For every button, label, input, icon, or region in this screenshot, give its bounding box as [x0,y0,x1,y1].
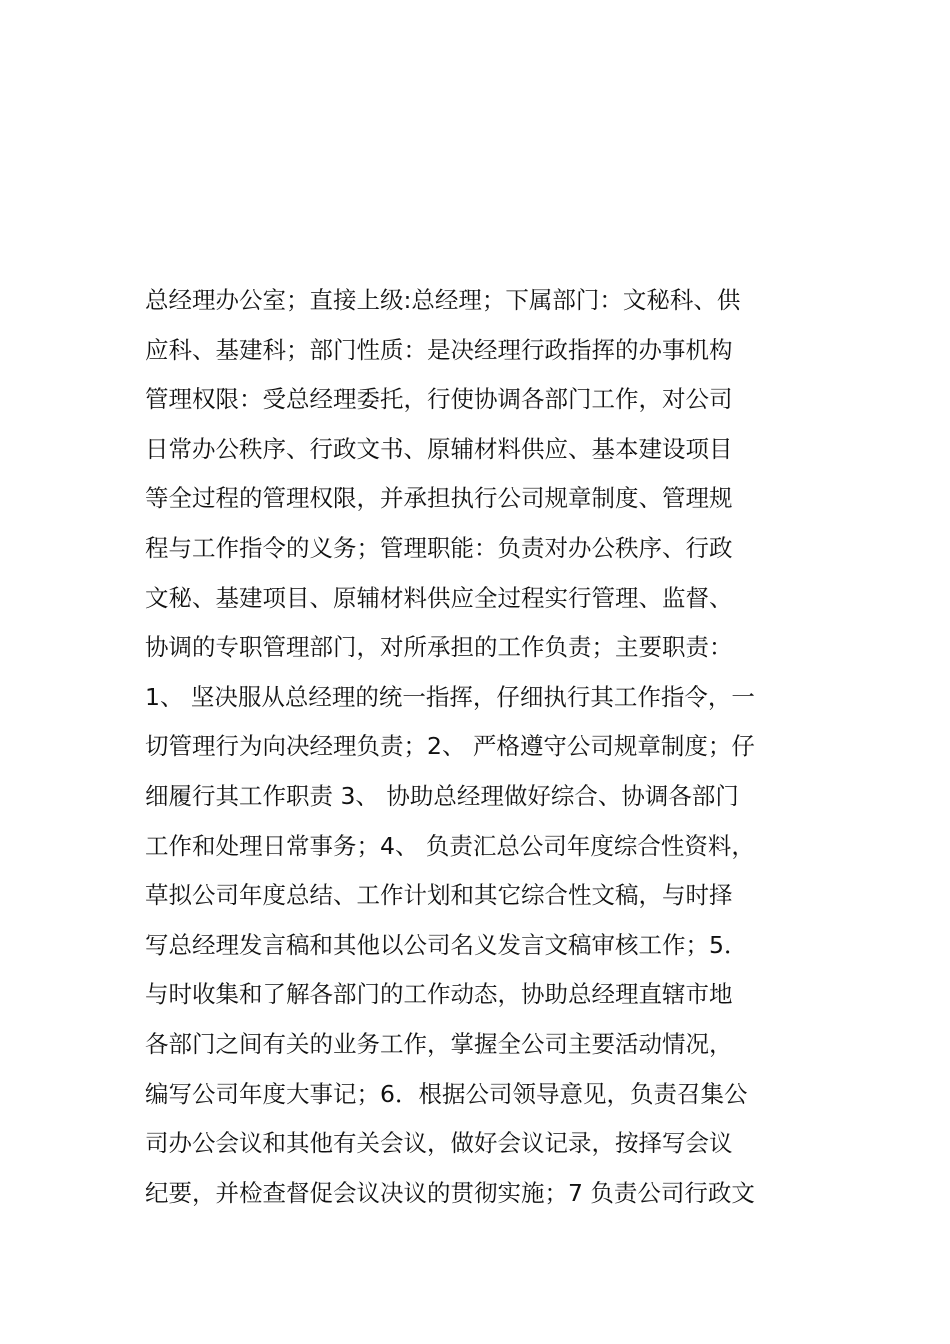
text-line-3: 管理权限：受总经理委托，行使协调各部门工作，对公司 [145,385,733,414]
text-line-7: 文秘、基建项目、原辅材料供应全过程实行管理、监督、 [145,583,733,612]
text-line-5: 等全过程的管理权限，并承担执行公司规章制度、管理规 [145,484,733,513]
text-line-8: 协调的专职管理部门，对所承担的工作负责；主要职责： [145,633,733,662]
text-line-12: 工作和处理日常事务；4、 负责汇总公司年度综合性资料， [145,831,755,860]
text-line-14: 写总经理发言稿和其他以公司名义发言文稿审核工作；5． [145,930,748,959]
body-text [145,276,815,1218]
text-line-11: 细履行其工作职责 3、 协助总经理做好综合、协调各部门 [145,781,739,810]
text-line-9: 1、 坚决服从总经理的统一指挥，仔细执行其工作指令，一 [145,682,755,711]
text-line-19: 纪要，并检查督促会议决议的贯彻实施；7 负责公司行政文 [145,1178,755,1207]
text-line-6: 程与工作指令的义务；管理职能：负责对办公秩序、行政 [145,533,733,562]
text-line-10: 切管理行为向决经理负责；2、 严格遵守公司规章制度；仔 [145,732,755,761]
text-line-16: 各部门之间有关的业务工作，掌握全公司主要活动情况， [145,1029,733,1058]
text-line-4: 日常办公秩序、行政文书、原辅材料供应、基本建设项目 [145,434,733,463]
text-line-2: 应科、基建科；部门性质：是决经理行政指挥的办事机构 [145,335,733,364]
text-line-1: 总经理办公室；直接上级:总经理；下属部门：文秘科、供 [145,286,741,314]
text-line-18: 司办公会议和其他有关会议，做好会议记录，按择写会议 [145,1129,733,1158]
text-line-15: 与时收集和了解各部门的工作动态，协助总经理直辖市地 [145,980,733,1009]
text-line-17: 编写公司年度大事记；6．根据公司领导意见，负责召集公 [145,1079,748,1108]
text-line-13: 草拟公司年度总结、工作计划和其它综合性文稿，与时择 [145,881,733,910]
